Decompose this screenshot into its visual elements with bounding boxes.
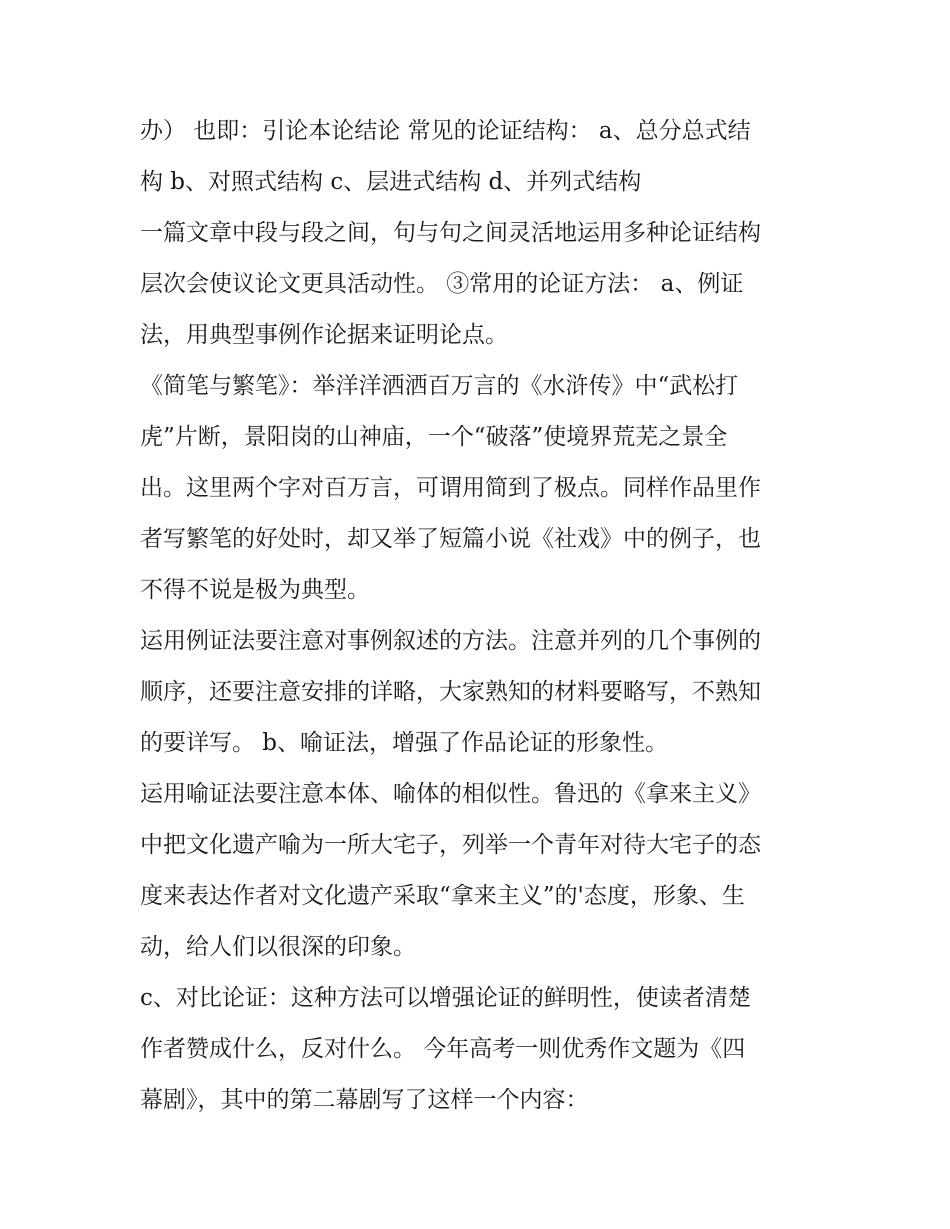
text-line: 者写繁笔的好处时，却又举了短篇小说《社戏》中的例子，也 <box>140 526 761 552</box>
text-line: 出。这里两个字对百万言，可谓用简到了极点。同样作品里作 <box>140 475 761 501</box>
text-line: 运用例证法要注意对事例叙述的方法。注意并列的几个事例的 <box>140 628 761 654</box>
text-line: 作者赞成什么，反对什么。 今年高考一则优秀作文题为《四 <box>140 1036 746 1062</box>
text-line: 构 b、对照式结构 c、层进式结构 d、并列式结构 <box>140 169 642 195</box>
text-line: c、对比论证：这种方法可以增强论证的鲜明性，使读者清楚 <box>140 985 751 1011</box>
body-text <box>140 106 820 1126</box>
text-line: 不得不说是极为典型。 <box>140 577 370 603</box>
text-line: 幕剧》，其中的第二幕剧写了这样一个内容： <box>140 1087 589 1113</box>
text-line: 顺序，还要注意安排的详略，大家熟知的材料要略写，不熟知 <box>140 679 761 705</box>
text-line: 办） 也即：引论本论结论 常见的论证结构： a、总分总式结 <box>140 118 751 144</box>
text-line: 中把文化遗产喻为一所大宅子，列举一个青年对待大宅子的态 <box>140 832 761 858</box>
text-line: 虎”片断，景阳岗的山神庙，一个“破落”使境界荒芜之景全 <box>140 424 728 450</box>
text-line: 层次会使议论文更具活动性。 ③常用的论证方法： a、例证 <box>140 271 744 297</box>
text-line: 动，给人们以很深的印象。 <box>140 934 416 960</box>
text-line: 法，用典型事例作论据来证明论点。 <box>140 322 508 348</box>
text-line: 运用喻证法要注意本体、喻体的相似性。鲁迅的《拿来主义》 <box>140 781 761 807</box>
text-line: 的要详写。 b、喻证法，增强了作品论证的形象性。 <box>140 730 669 756</box>
text-line: 《简笔与繁笔》：举洋洋洒洒百万言的《水浒传》中“武松打 <box>140 373 739 399</box>
text-line: 度来表达作者对文化遗产采取“拿来主义”的'态度，形象、生 <box>140 883 745 909</box>
text-line: 一篇文章中段与段之间，句与句之间灵活地运用多种论证结构 <box>140 220 761 246</box>
